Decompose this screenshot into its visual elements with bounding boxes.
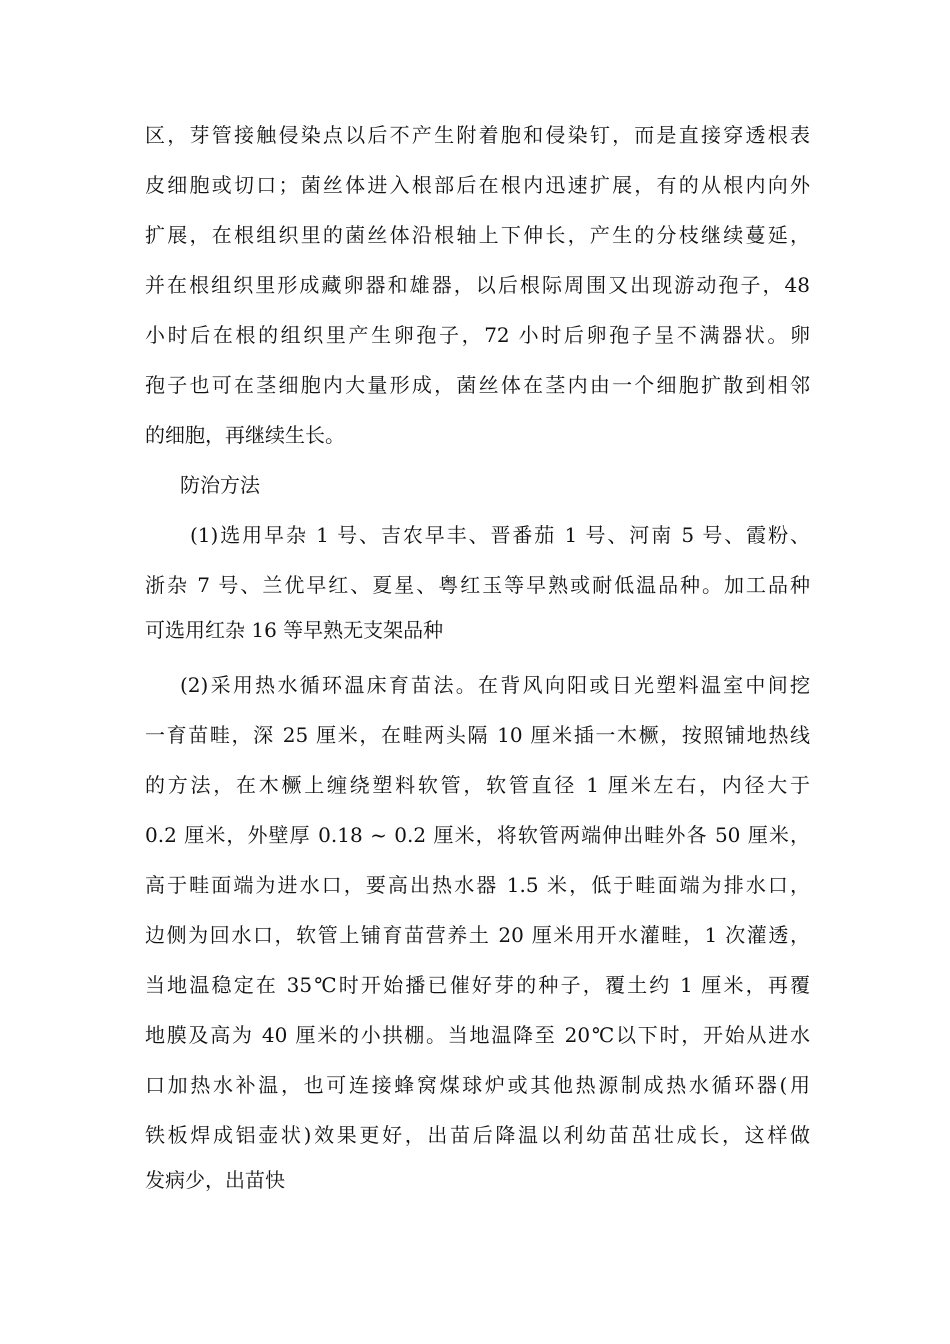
item-2-line-1: (2)采用热水循环温床育苗法。在背风向阳或日光塑料温室中间挖 — [180, 673, 810, 697]
paragraph-1-line-4: 并在根组织里形成藏卵器和雄器，以后根际周围又出现游动孢子，48 — [145, 273, 810, 297]
section-heading: 防治方法 — [180, 473, 260, 497]
item-2-line-7: 当地温稳定在 35℃时开始播已催好芽的种子，覆土约 1 厘米，再覆 — [145, 973, 810, 997]
paragraph-1-line-6: 孢子也可在茎细胞内大量形成，菌丝体在茎内由一个细胞扩散到相邻 — [145, 373, 810, 397]
item-2-line-8: 地膜及高为 40 厘米的小拱棚。当地温降至 20℃以下时，开始从进水 — [145, 1023, 810, 1047]
paragraph-1-line-5: 小时后在根的组织里产生卵孢子，72 小时后卵孢子呈不满器状。卵 — [145, 323, 810, 347]
item-1-line-2: 浙杂 7 号、兰优早红、夏星、粤红玉等早熟或耐低温品种。加工品种 — [145, 573, 810, 597]
paragraph-1-line-7: 的细胞，再继续生长。 — [145, 423, 345, 447]
item-2-line-5: 高于畦面端为进水口，要高出热水器 1.5 米，低于畦面端为排水口， — [145, 873, 810, 897]
item-2-line-6: 边侧为回水口，软管上铺育苗营养土 20 厘米用开水灌畦，1 次灌透， — [145, 923, 810, 947]
item-2-line-4: 0.2 厘米，外壁厚 0.18 ~ 0.2 厘米，将软管两端伸出畦外各 50 厘米， — [145, 823, 810, 847]
paragraph-1-line-1: 区，芽管接触侵染点以后不产生附着胞和侵染钉，而是直接穿透根表 — [145, 123, 810, 147]
item-1-line-3: 可选用红杂 16 等早熟无支架品种 — [145, 618, 444, 642]
item-2-line-2: 一育苗畦，深 25 厘米，在畦两头隔 10 厘米插一木橛，按照铺地热线 — [145, 723, 810, 747]
item-2-line-11: 发病少，出苗快 — [145, 1168, 285, 1192]
item-1-line-1: (1)选用早杂 1 号、吉农早丰、晋番茄 1 号、河南 5 号、霞粉、 — [190, 523, 810, 547]
item-2-line-3: 的方法，在木橛上缠绕塑料软管，软管直径 1 厘米左右，内径大于 — [145, 773, 810, 797]
item-2-line-9: 口加热水补温，也可连接蜂窝煤球炉或其他热源制成热水循环器(用 — [145, 1073, 810, 1097]
paragraph-1-line-2: 皮细胞或切口；菌丝体进入根部后在根内迅速扩展，有的从根内向外 — [145, 173, 810, 197]
paragraph-1-line-3: 扩展，在根组织里的菌丝体沿根轴上下伸长，产生的分枝继续蔓延， — [145, 223, 810, 247]
item-2-line-10: 铁板焊成铝壶状)效果更好，出苗后降温以利幼苗茁壮成长，这样做 — [145, 1123, 810, 1147]
